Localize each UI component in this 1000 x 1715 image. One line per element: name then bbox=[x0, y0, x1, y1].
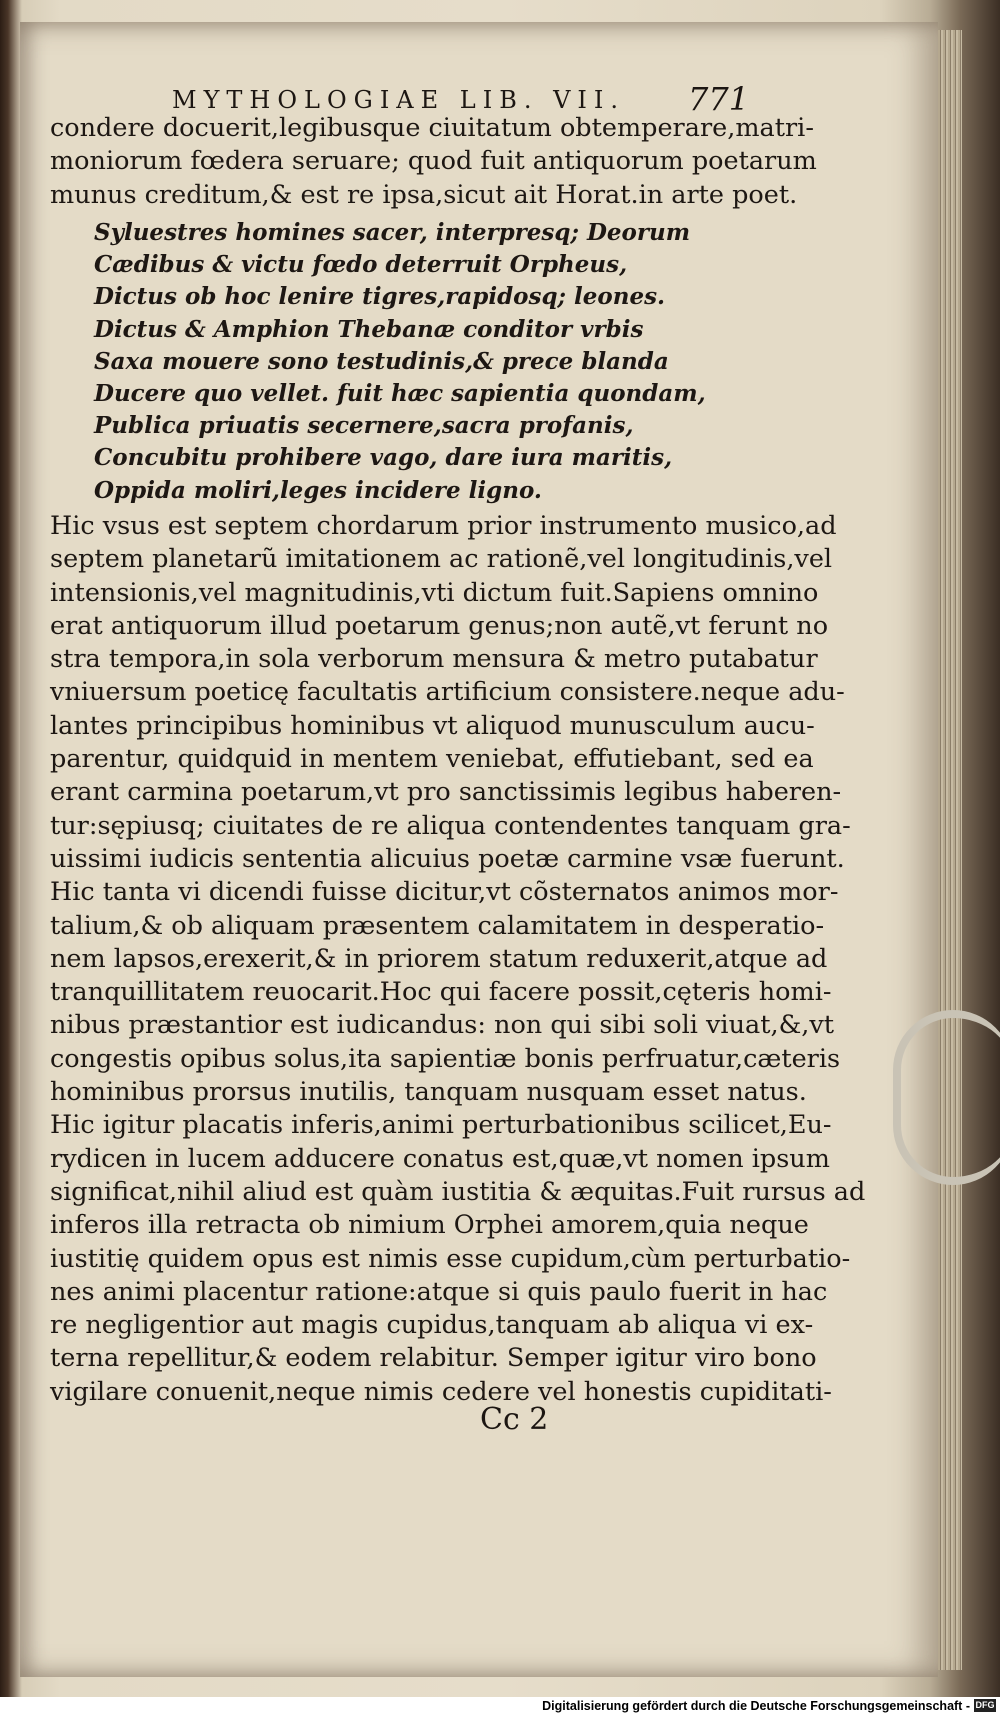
text-line: Hic tanta vi dicendi fuisse dicitur,vt cõsternatos animos mor- bbox=[50, 877, 839, 908]
text-line: Hic vsus est septem chordarum prior instrumento musico,ad bbox=[50, 511, 837, 541]
text-line: moniorum fœdera seruare; quod fuit antiquorum poetarum bbox=[50, 146, 817, 177]
verse-line: Dictus & Amphion Thebanæ conditor vrbis bbox=[94, 315, 644, 343]
verse-line: Ducere quo vellet. fuit hæc sapientia quondam, bbox=[94, 380, 706, 408]
running-title: MYTHOLOGIAE LIB. VII. bbox=[172, 86, 626, 114]
text-line: erat antiquorum illud poetarum genus;non autẽ,vt ferunt no bbox=[50, 610, 829, 641]
verse-quote bbox=[94, 217, 754, 507]
text-line: vigilare conuenit,neque nimis cedere vel honestis cupiditati- bbox=[50, 1376, 832, 1407]
text-line: talium,& ob aliquam præsentem calamitatem in desperatio- bbox=[50, 910, 825, 941]
digitization-footer bbox=[0, 1697, 1000, 1715]
text-line: terna repellitur,& eodem relabitur. Semper igitur viro bono bbox=[50, 1343, 817, 1374]
text-line: inferos illa retracta ob nimium Orphei amorem,quia neque bbox=[50, 1210, 809, 1241]
text-line: significat,nihil aliud est quàm iustitia & æquitas.Fuit rursus ad bbox=[50, 1176, 866, 1207]
dfg-logo: DFG bbox=[975, 1700, 995, 1710]
text-line: re negligentior aut magis cupidus,tanquam ab aliqua vi ex- bbox=[50, 1310, 814, 1341]
text-line: intensionis,vel magnitudinis,vti dictum fuit.Sapiens omnino bbox=[50, 577, 819, 608]
footer-credit: Digitalisierung gefördert durch die Deutsche Forschungsgemeinschaft - bbox=[542, 1699, 970, 1713]
text-line: stra tempora,in sola verborum mensura & metro putabatur bbox=[50, 644, 818, 675]
page-number: 771 bbox=[688, 80, 750, 118]
verse-line: Saxa mouere sono testudinis,& prece blanda bbox=[94, 347, 669, 375]
prose-main bbox=[50, 510, 866, 1409]
text-line: vniuersum poeticę facultatis artificium consistere.neque adu- bbox=[50, 677, 845, 708]
verse-line: Cædibus & victu fœdo deterruit Orpheus, bbox=[94, 251, 628, 279]
text-line: septem planetarũ imitationem ac rationẽ,vel longitudinis,vel bbox=[50, 544, 833, 575]
verse-line: Concubitu prohibere vago, dare iura maritis, bbox=[94, 444, 673, 472]
text-line: lantes principibus hominibus vt aliquod munusculum aucu- bbox=[50, 710, 815, 741]
signature-mark: Cc 2 bbox=[480, 1402, 549, 1437]
paper-clip bbox=[893, 1010, 1000, 1185]
text-line: erant carmina poetarum,vt pro sanctissimis legibus haberen- bbox=[50, 777, 842, 808]
text-line: Hic igitur placatis inferis,animi perturbationibus scilicet,Eu- bbox=[50, 1110, 832, 1141]
verse-line: Oppida moliri,leges incidere ligno. bbox=[94, 476, 542, 504]
text-line: congestis opibus solus,ita sapientiæ bonis perfruatur,cæteris bbox=[50, 1043, 841, 1074]
text-line: munus creditum,& est re ipsa,sicut ait Horat.in arte poet. bbox=[50, 179, 798, 210]
prose-top bbox=[50, 112, 817, 212]
text-line: condere docuerit,legibusque ciuitatum obtemperare,matri- bbox=[50, 113, 814, 143]
text-line: parentur, quidquid in mentem veniebat, effutiebant, sed ea bbox=[50, 744, 814, 775]
text-line: nem lapsos,erexerit,& in priorem statum reduxerit,atque ad bbox=[50, 943, 828, 974]
verse-line: Syluestres homines sacer, interpresq; Deorum bbox=[94, 219, 691, 246]
text-line: hominibus prorsus inutilis, tanquam nusquam esset natus. bbox=[50, 1077, 807, 1108]
text-line: nibus præstantior est iudicandus: non qui sibi soli viuat,&,vt bbox=[50, 1010, 835, 1041]
text-line: uissimi iudicis sententia alicuius poetæ carmine vsæ fuerunt. bbox=[50, 843, 845, 874]
page-edges bbox=[938, 30, 962, 1670]
verse-line: Publica priuatis secernere,sacra profanis, bbox=[94, 412, 634, 440]
verse-line: Dictus ob hoc lenire tigres,rapidosq; leones. bbox=[94, 283, 666, 311]
text-line: iustitię quidem opus est nimis esse cupidum,cùm perturbatio- bbox=[50, 1243, 851, 1274]
text-line: tur:sępiusq; ciuitates de re aliqua contendentes tanquam gra- bbox=[50, 810, 851, 841]
text-line: rydicen in lucem adducere conatus est,quæ,vt nomen ipsum bbox=[50, 1143, 830, 1174]
text-line: nes animi placentur ratione:atque si quis paulo fuerit in hac bbox=[50, 1276, 828, 1307]
text-line: tranquillitatem reuocarit.Hoc qui facere possit,cęteris homi- bbox=[50, 977, 832, 1008]
